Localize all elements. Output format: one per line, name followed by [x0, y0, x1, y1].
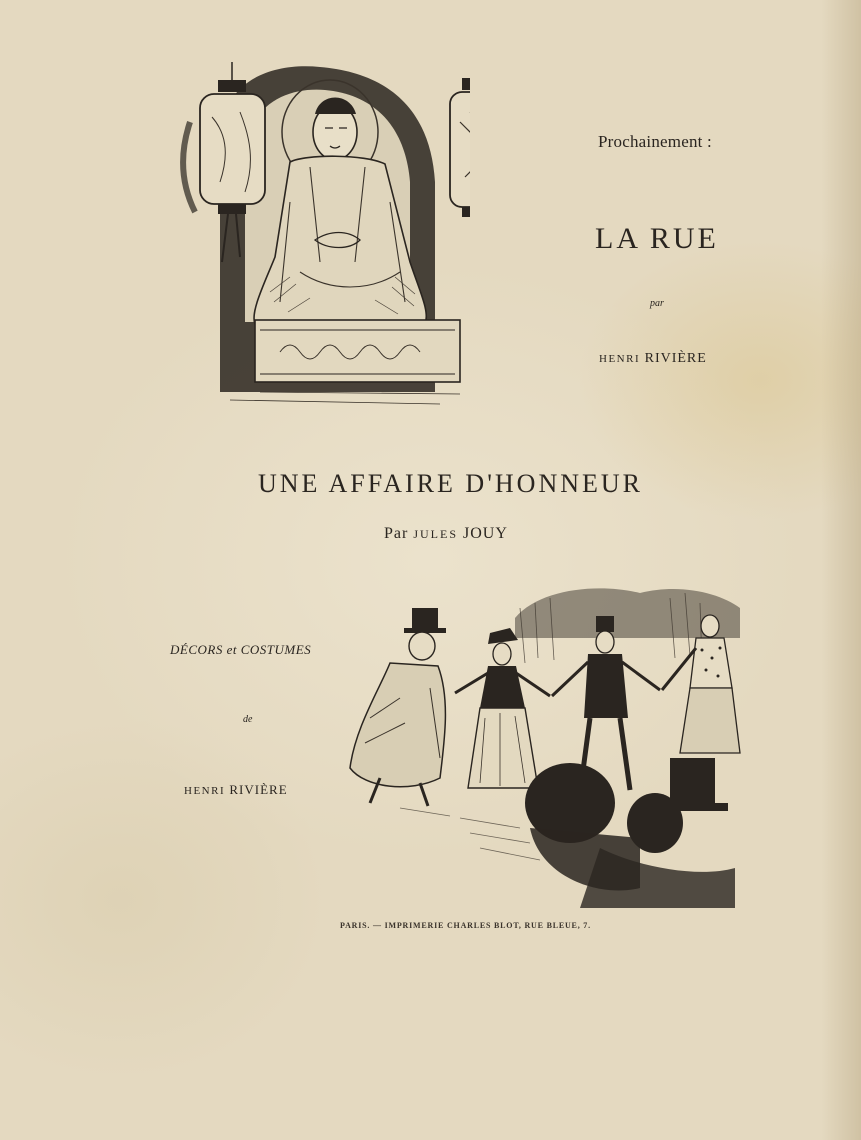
- buddha-with-lanterns-icon: [170, 62, 470, 412]
- credits-author: [184, 782, 288, 798]
- byline-par: Par: [384, 525, 409, 542]
- credits-author-first: HENRI: [184, 785, 226, 797]
- announcement-par: par: [650, 298, 664, 309]
- announcement-author-last: RIVIÈRE: [644, 351, 707, 366]
- credits-de: de: [243, 714, 253, 725]
- announcement-author: [599, 351, 707, 367]
- dancing-figures-icon: [340, 578, 745, 908]
- announcement-title: LA RUE: [595, 222, 719, 255]
- credits-label: DÉCORS et COSTUMES: [170, 642, 312, 657]
- byline-author-first: JULES: [413, 527, 458, 541]
- imprint-line: PARIS. — IMPRIMERIE CHARLES BLOT, RUE BLEUE, 7.: [340, 921, 591, 930]
- announcement-author-first: HENRI: [599, 353, 641, 365]
- page-title: UNE AFFAIRE D'HONNEUR: [258, 469, 643, 498]
- page-edge-shadow: [821, 0, 861, 1140]
- title-byline: [384, 525, 508, 543]
- byline-author-last: JOUY: [463, 525, 508, 542]
- announcement-label: Prochainement :: [598, 132, 712, 151]
- credits-author-last: RIVIÈRE: [229, 782, 288, 797]
